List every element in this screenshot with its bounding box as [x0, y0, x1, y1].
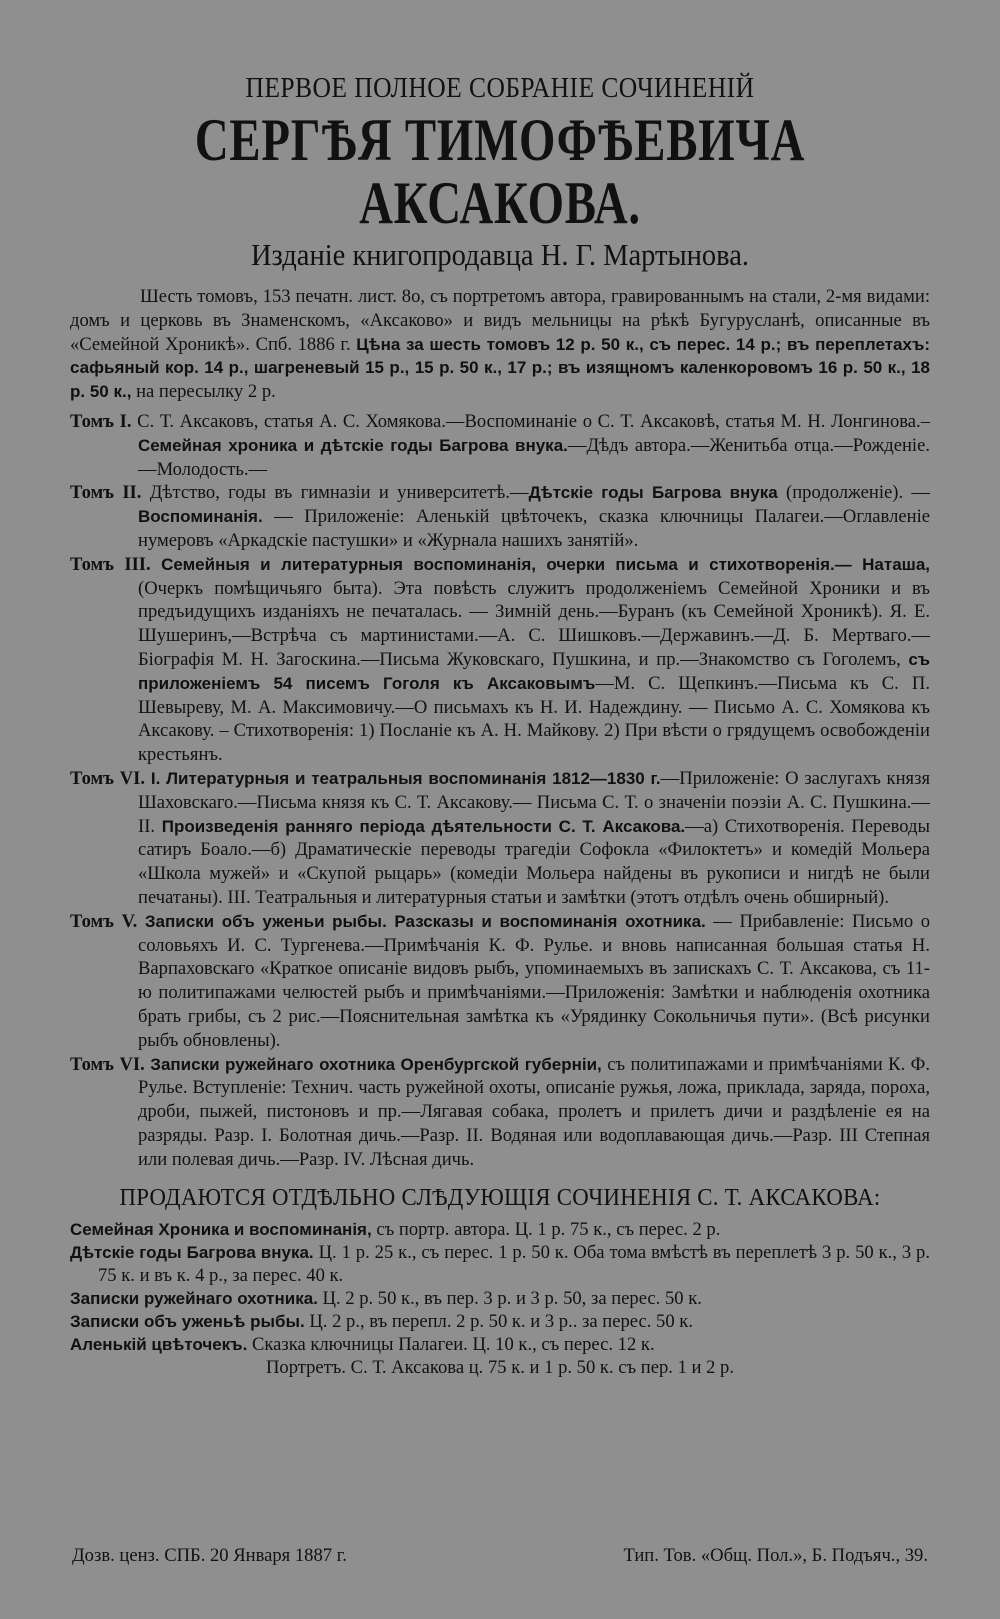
tom-6-entry: [70, 1053, 930, 1172]
tom-6-bold-1: Записки ружейнаго охотника Оренбургской губерніи,: [144, 1054, 602, 1074]
tom-4-text-1: —Приложеніе: О заслугахъ князя Шаховскаго.—Письма князя къ С. Т. Аксакову.— Письма С. Т. о значеніи поэзіи А. С. Пушкина.—II.: [138, 767, 930, 837]
footer: [72, 1545, 928, 1567]
tom-1-head: Томъ I.: [70, 410, 132, 432]
sale-item-5-price: Сказка ключницы Палагеи. Ц. 10 к., съ перес. 12 к.: [247, 1334, 655, 1356]
sale-item-1-price: съ портр. автора. Ц. 1 р. 75 к., съ перес. 2 р.: [371, 1219, 721, 1241]
tom-4-bold-2: Произведенія ранняго періода дѣятельности С. Т. Аксакова.: [161, 816, 686, 836]
tom-1-text-1: С. Т. Аксаковъ, статья А. С. Хомякова.—Воспоминаніе о С. Т. Аксаковѣ, статья М. Н. Лонгинова.–: [131, 410, 930, 432]
tom-2-bold-2: Воспоминанія.: [138, 507, 263, 527]
tom-2-text-3: — Приложеніе: Аленькій цвѣточекъ, сказка ключницы Палагеи.—Оглавленіе нумеровъ «Аркадскіе пастушки» и «Журнала нашихъ занятій».: [138, 506, 930, 551]
tom-5-bold-1: Записки объ уженьи рыбы. Разсказы и воспоминанія охотника.: [137, 911, 706, 931]
sale-item-2-price: Ц. 1 р. 25 к., съ перес. 1 р. 50 к. Оба тома вмѣстѣ въ переплетѣ 3 р. 50 к., 3 р. 75 к. и въ к. 4 р., за перес. 40 к.: [98, 1242, 931, 1287]
tom-6-text-1: съ политипажами и примѣчаніями К. Ф. Рулье. Вступленіе: Технич. часть ружейной охоты, описаніе ружья, ложа, приклада, заряда, пороха, дроби, пыжей, пистоновъ и пр.—Лягавая собака, пролетъ и прилетъ дичи и раздѣленіе ея на разряды. Разр. I. Болотная дичь.—Разр. II. Водяная или водоплавающая дичь.—Разр. III Степная или полевая дичь.—Разр. IV. Лѣсная дичь.: [138, 1053, 930, 1170]
tom-4-bold-1: I. Литературныя и театральныя воспоминанія 1812—1830 г.: [145, 768, 661, 788]
tom-3-text-2: —М. С. Щепкинъ.—Письма къ С. П. Шевыреву, М. А. Максимовичу.—О письмахъ къ Н. И. Надеждину. — Письмо А. С. Хомякова къ Аксакову. – Стихотворенія: 1) Посланіе къ А. Н. Майкову. 2) При вѣсти о грядущемъ освобожденіи крестьянъ.: [138, 672, 930, 766]
tom-2-text-2: (продолженіе). —: [777, 482, 930, 504]
footer-censorship: Дозв. ценз. СПБ. 20 Января 1887 г.: [72, 1545, 347, 1566]
sale-item-4-title: Записки объ уженьѣ рыбы.: [70, 1312, 305, 1332]
header-publisher: Изданіе книгопродавца Н. Г. Мартынова.: [250, 237, 750, 272]
sale-section-title: ПРОДАЮТСЯ ОТДѢЛЬНО СЛѢДУЮЩІЯ СОЧИНЕНІЯ С. Т. АКСАКОВА:: [119, 1185, 881, 1212]
sale-portrait: Портретъ. С. Т. Аксакова ц. 75 к. и 1 р. 50 к. съ пер. 1 и 2 р.: [265, 1357, 735, 1379]
sale-item-3-price: Ц. 2 р. 50 к., въ пер. 3 р. и 3 р. 50, за перес. 50 к.: [317, 1288, 702, 1310]
tom-2-head: Томъ II.: [70, 482, 142, 504]
tom-5-head: Томъ V.: [70, 910, 138, 932]
header-line-1: ПЕРВОЕ ПОЛНОЕ СОБРАНІЕ СОЧИНЕНІЙ: [245, 72, 755, 104]
sale-item-2-title: Дѣтскіе годы Багрова внука.: [70, 1243, 314, 1263]
sale-item-5-title: Аленькій цвѣточекъ.: [70, 1335, 248, 1355]
sale-item-2: [70, 1241, 930, 1287]
sale-item-1-title: Семейная Хроника и воспоминанія,: [70, 1220, 372, 1240]
tom-4-text-2: —а) Стихотворенія. Переводы сатиръ Боало.—б) Драматическіе переводы трагедіи Софокла «Филоктетъ» и комедій Мольера «Школа мужей» и «Скупой рыцарь» (комедіи Мольера найдены въ рукописи и нигдѣ не были печатаны). III. Театральныя и литературныя статьи и замѣтки (этотъ отдѣлъ очень обширный).: [138, 815, 931, 908]
intro-text: Шесть томовъ, 153 печатн. лист. 8о, съ портретомъ автора, гравированнымъ на стали, 2-мя видами: домъ и церковь въ Знаменскомъ, «Аксаково» и видъ мельницы на рѣкѣ Бугурусланѣ, описанные въ «Семейной Хроникѣ». Спб. 1886 г.: [70, 286, 930, 355]
intro-price: Цѣна за шесть томовъ 12 р. 50 к., съ перес. 14 р.; въ переплетахъ: сафьяный кор. 14 р., шагреневый 15 р., 15 р. 50 к., 17 р.; въ изящномъ каленкоровомъ 16 р. 50 к., 18 р. 50 к.,: [70, 334, 930, 402]
intro-shipping: на пересылку 2 р.: [131, 381, 276, 403]
sale-item-3: [70, 1287, 930, 1310]
tom-3-head: Томъ III.: [70, 553, 151, 575]
tom-5-text-1: — Прибавленіе: Письмо о соловьяхъ И. С. Тургенева.—Примѣчанія К. Ф. Рулье. и вновь написанная большая статья Н. Варпаховскаго «Краткое описаніе видовъ рыбъ, упоминаемыхъ въ запискахъ С. Т. Аксакова, съ 11-ю политипажами челюстей рыбъ и примѣчаніями.—Приложенія: Замѣтки и наблюденія охотника брать грибы, съ 2 рис.—Пояснительная замѣтка къ «Урядинку Сокольничья пути». (Всѣ рисунки рыбъ обновлены).: [138, 910, 930, 1051]
sale-item-1: [70, 1218, 930, 1241]
tom-3-bold-1: Семейныя и литературныя воспоминанія, очерки письма и стихотворенія.— Наташа,: [150, 554, 930, 574]
tom-3-text-1: (Очеркъ помѣщичьяго быта). Эта повѣсть служитъ продолженіемъ Семейной Хроники и въ предъидущихъ изданіяхъ не печаталась. — Зимній день.—Буранъ (къ Семейной Хроникѣ). Я. Е. Шушеринъ,—Встрѣча съ мартинистами.—А. С. Шишковъ.—Державинъ.—Д. Б. Мертваго.—Біографія М. Н. Загоскина.—Письма Жуковскаго, Пушкина, и пр.—Знакомство съ Гоголемъ,: [138, 577, 930, 670]
tom-4-head: Томъ VI.: [70, 767, 146, 789]
tom-6-head: Томъ VI.: [70, 1053, 145, 1075]
footer-printer: Тип. Тов. «Общ. Пол.», Б. Подъяч., 39.: [623, 1545, 928, 1566]
tom-3-entry: [70, 553, 930, 767]
tom-2-entry: [70, 481, 930, 552]
tom-1-entry: [70, 410, 930, 481]
tom-4-entry: [70, 767, 930, 910]
sale-item-4: [70, 1310, 930, 1333]
tom-5-entry: [70, 910, 930, 1053]
intro-paragraph: [70, 285, 930, 404]
tom-2-bold-1: Дѣтскіе годы Багрова внука: [528, 483, 778, 503]
tom-1-text-2: —Дѣдъ автора.—Женитьба отца.—Рожденіе.—Молодость.—: [138, 434, 930, 480]
tom-1-bold-1: Семейная хроника и дѣтскіе годы Багрова внука.: [138, 435, 568, 455]
sale-item-4-price: Ц. 2 р., въ перепл. 2 р. 50 к. и 3 р.. за перес. 50 к.: [304, 1311, 693, 1333]
sale-item-3-title: Записки ружейнаго охотника.: [70, 1289, 318, 1309]
tom-2-text-1: Дѣтство, годы въ гимназіи и университетѣ.—: [141, 482, 529, 504]
sale-item-5: [70, 1333, 930, 1356]
header-author-name: СЕРГѢЯ ТИМОФѢЕВИЧА АКСАКОВА.: [194, 107, 806, 236]
tom-3-bold-2: съ приложеніемъ 54 писемъ Гоголя къ Аксаковымъ: [138, 649, 930, 693]
